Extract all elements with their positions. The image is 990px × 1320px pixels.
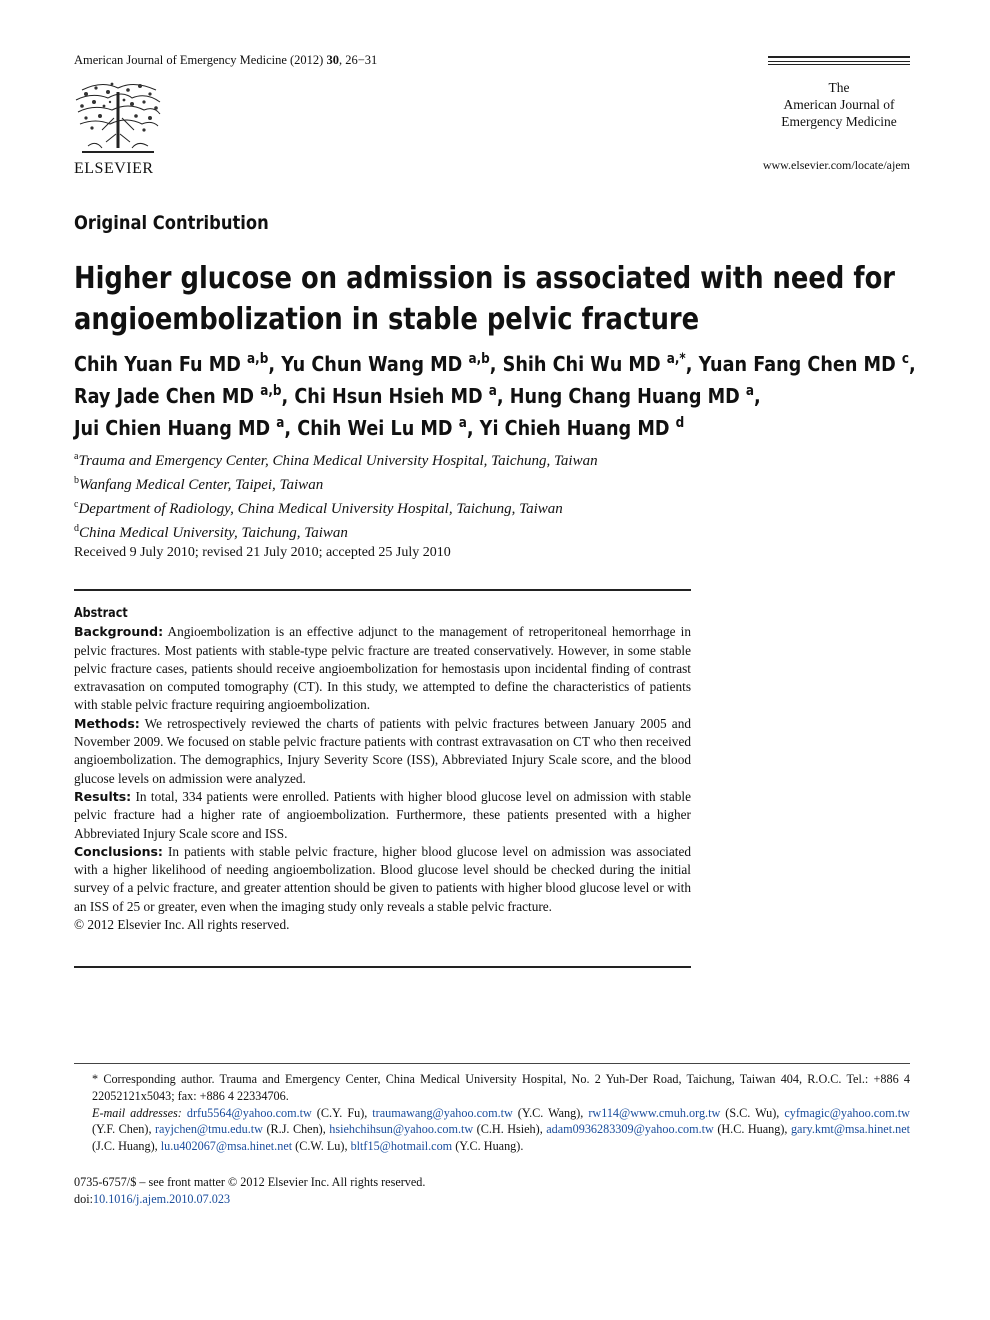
abstract (74, 604, 691, 934)
author[interactable]: Chih Wei Lu MD (297, 415, 453, 440)
abstract-top-rule (74, 589, 691, 591)
journal-citation: American Journal of Emergency Medicine (2012) 30, 26−31 (74, 53, 378, 67)
author[interactable]: Hung Chang Huang MD (509, 383, 740, 408)
abstract-bottom-rule (74, 966, 691, 968)
affiliation: $^b$Wanfang Medical Center, Taipei, Taiwan (74, 475, 324, 493)
author[interactable]: Shih Chi Wu MD (502, 351, 661, 376)
email-link[interactable]: rw114@www.cmuh.org.tw (588, 1105, 721, 1120)
doi-line: doi:10.1016/j.ajem.2010.07.023 (74, 1192, 231, 1206)
corresponding-author: * Corresponding author. Trauma and Emergency Center, China Medical University Hospital, No. 2 Yuh-Der Road, Taichung, Taiwan 404, R.O.C. Tel.: +886 4 22052121x5043; fax: +886 4 22334706. (92, 1072, 910, 1103)
abstract-copyright: © 2012 Elsevier Inc. All rights reserved. (74, 917, 290, 933)
email-addresses: E-mail addresses: drfu5564@yahoo.com.tw (C.Y. Fu), traumawang@yahoo.com.tw (Y.C. Wang), rw114@www.cmuh.org.tw (S.C. Wu), cyfmagic@yahoo.com.tw (Y.F. Chen), rayjchen@tmu.edu.tw (R.J. Chen), hsiehchihsun@yahoo.com.tw (C.H. Hsieh), adam0936283309@yahoo.com.tw (H.C. Huang), gary.kmt@msa.hinet.net (J.C. Huang), lu.u402067@msa.hinet.net (C.W. Lu), bltf15@hotmail.com (Y.C. Huang). (92, 1105, 911, 1154)
author[interactable]: Jui Chien Huang MD (74, 415, 271, 440)
abstract-conclusions: Conclusions: In patients with stable pelvic fracture, higher blood glucose level on admission was associated with a higher likelihood of needing angioembolization. Blood glucose level should be checked during the initial survey of a pelvic fracture, and greater attention should be given to patients with higher blood glucose level or with an ISS of 25 or greater, even when the imaging study only reveals a stable pelvic fracture. (74, 843, 691, 914)
masthead-rule (768, 56, 910, 58)
author[interactable]: Chih Yuan Fu MD (74, 351, 241, 376)
affiliation: $^d$China Medical University, Taichung, Taiwan (74, 523, 348, 541)
article-section: Original Contribution (74, 212, 269, 234)
author[interactable]: Yi Chieh Huang MD (479, 415, 670, 440)
journal-url[interactable]: www.elsevier.com/locate/ajem (762, 158, 910, 172)
email-link[interactable]: drfu5564@yahoo.com.tw (186, 1105, 312, 1120)
affiliation: $^c$Department of Radiology, China Medical University Hospital, Taichung, Taiwan (74, 499, 563, 517)
publisher-name: ELSEVIER (74, 160, 154, 177)
author[interactable]: Yu Chun Wang MD (281, 351, 463, 376)
abstract-heading: Abstract (74, 606, 128, 621)
corresponding-footnote (74, 1071, 910, 1155)
email-link[interactable]: rayjchen@tmu.edu.tw (154, 1122, 263, 1137)
email-link[interactable]: cyfmagic@yahoo.com.tw (784, 1105, 910, 1120)
email-link[interactable]: bltf15@hotmail.com (350, 1139, 453, 1154)
received-dates: Received 9 July 2010; revised 21 July 2010; accepted 25 July 2010 (74, 545, 451, 560)
masthead-rule (768, 61, 910, 62)
footnote-rule (74, 1063, 910, 1064)
issn-block (74, 1174, 425, 1208)
elsevier-tree-icon (72, 78, 164, 158)
author-list: Chih Yuan Fu MD $^{a,b}$, Yu Chun Wang MD $^{a,b}$, Shih Chi Wu MD $^{a,*}$, Yuan Fang Chen MD $^c$, Ray Jade Chen MD $^{a,b}$, Chi Hsun Hsieh MD $^a$, Hung Chang Huang MD $^a$, Jui Chien Huang MD $^a$, Chih Wei Lu MD $^a$, Yi Chieh Huang MD $^d$ (74, 351, 916, 440)
email-link[interactable]: traumawang@yahoo.com.tw (372, 1105, 513, 1120)
email-link[interactable]: lu.u402067@msa.hinet.net (160, 1139, 293, 1154)
email-link[interactable]: hsiehchihsun@yahoo.com.tw (329, 1122, 474, 1137)
affiliations (74, 447, 598, 543)
affiliation: $^a$Trauma and Emergency Center, China Medical University Hospital, Taichung, Taiwan (74, 451, 598, 469)
email-link[interactable]: adam0936283309@yahoo.com.tw (546, 1122, 714, 1137)
abstract-methods: Methods: We retrospectively reviewed the charts of patients with pelvic fractures between January 2005 and November 2009. We focused on stable pelvic fracture patients with contrast extravasation on CT who then received angioembolization. The demographics, Injury Severity Score (ISS), Abbreviated Injury Scale score, and the blood glucose levels on admission were analyzed. (74, 715, 691, 786)
author[interactable]: Chi Hsun Hsieh MD (294, 383, 483, 408)
article-title: Higher glucose on admission is associated with need for angioembolization in stable pelvic fracture (74, 261, 896, 337)
email-link[interactable]: gary.kmt@msa.hinet.net (790, 1122, 911, 1137)
doi-link[interactable]: 10.1016/j.ajem.2010.07.023 (92, 1192, 231, 1206)
journal-title: The American Journal of Emergency Medicine (781, 80, 897, 129)
issn-line: 0735-6757/$ – see front matter © 2012 Elsevier Inc. All rights reserved. (74, 1175, 426, 1189)
masthead-rule (768, 64, 910, 65)
author[interactable]: Yuan Fang Chen MD (698, 351, 896, 376)
abstract-results: Results: In total, 334 patients were enrolled. Patients with higher blood glucose level on admission with stable pelvic fracture had a higher rate of angioembolization. Furthermore, these patients presented with a higher Abbreviated Injury Scale score and ISS. (74, 788, 691, 841)
volume-number: 30 (326, 53, 339, 67)
journal-masthead (768, 56, 910, 130)
abstract-background: Background: Angioembolization is an effective adjunct to the management of retroperitoneal hemorrhage in pelvic fractures. Most patients with stable-type pelvic fracture are treated conservatively. However, in some stable pelvic fracture cases, patients should receive angioembolization for hemostasis upon incidental finding of contrast extravasation on computed tomography (CT). In this study, we attempted to define the characteristics of patients with stable pelvic fracture requiring angioembolization. (74, 624, 691, 713)
author[interactable]: Ray Jade Chen MD (74, 383, 255, 408)
elsevier-logo (72, 78, 172, 178)
